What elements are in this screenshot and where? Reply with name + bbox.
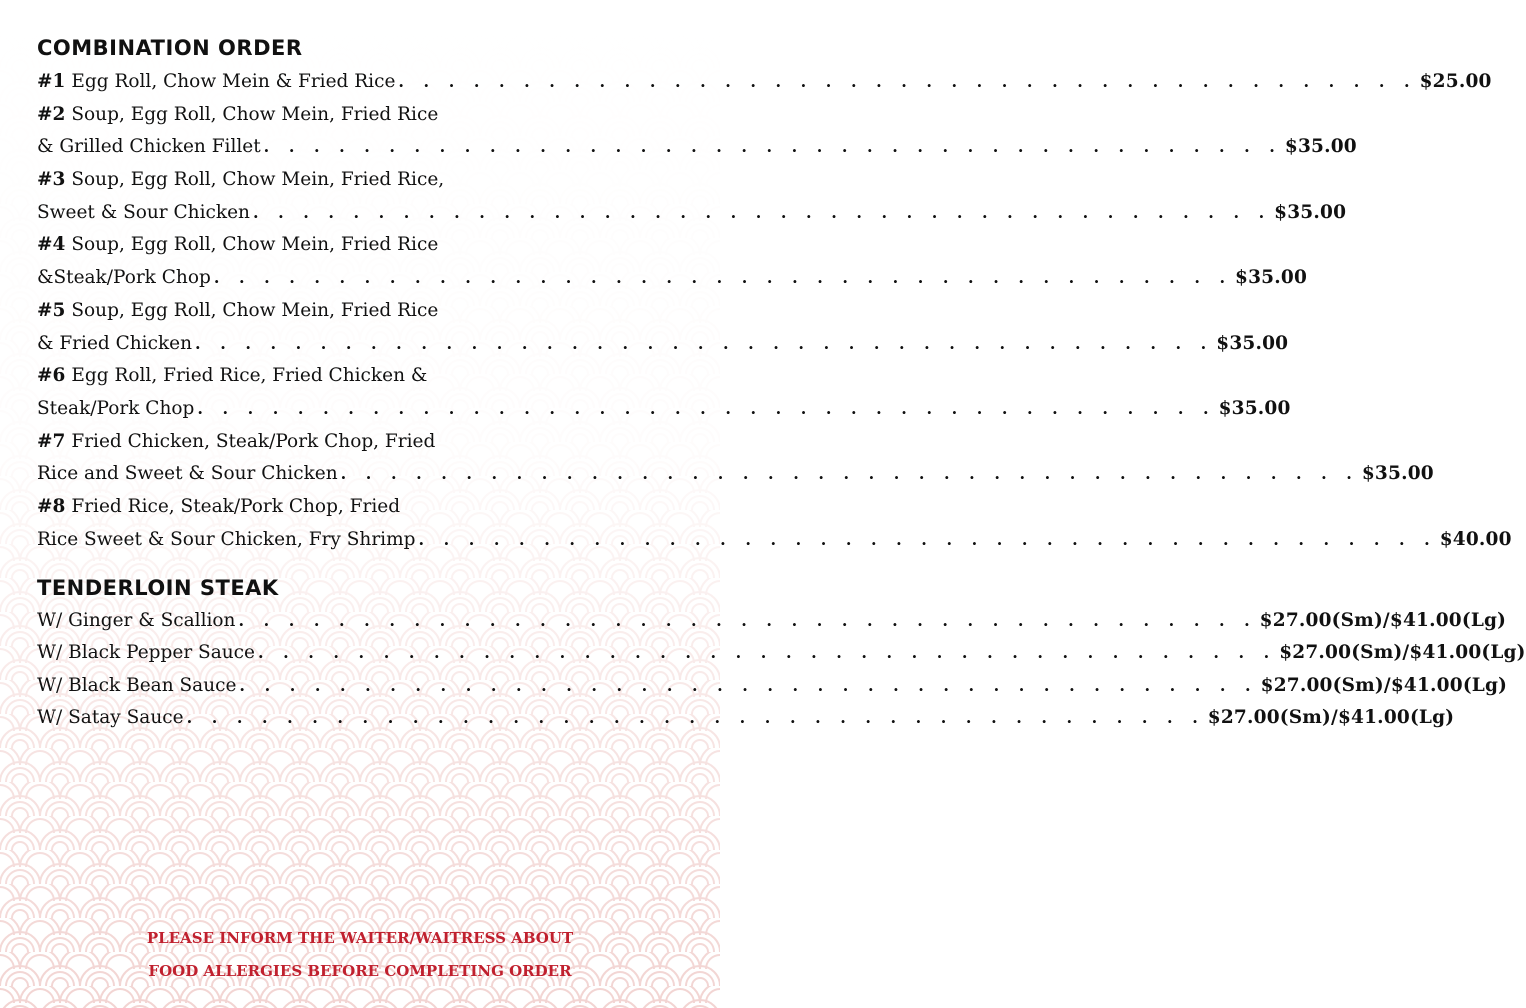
tenderloin-steak-title: TENDERLOIN STEAK [37,576,279,600]
item-description: Soup, Egg Roll, Chow Mein, Fried Rice [71,234,439,256]
menu-item-line [37,164,709,197]
item-price: $35.00 [1216,332,1289,354]
item-description: Steak/Pork Chop [37,397,195,419]
dot-leader: . . . . . . . . . . . . . . . . . . . . . . . . . . . . . . . . . . . . . . . . . [195,333,1214,353]
dot-leader: . . . . . . . . . . . . . . . . . . . . . . . . . . . . . . . . . . . . . . . . . [257,643,1277,663]
dot-leader: . . . . . . . . . . . . . . . . . . . . . . . . . . . . . . . . . . . . . . . . . [418,529,1437,549]
dot-leader: . . . . . . . . . . . . . . . . . . . . . . . . . . . . . . . . . . . . . . . . . [252,202,1272,222]
item-description: Sweet & Sour Chicken [37,201,250,223]
item-price: $27.00(Sm)/$41.00(Lg) [1259,610,1507,631]
item-number: #5 [37,299,66,321]
item-description: W/ Black Pepper Sauce [37,642,255,664]
menu-item-line [37,426,709,459]
tenderloin-steak-list [37,605,1526,734]
menu-item-line [37,229,709,262]
steak-item [37,702,1455,734]
item-description: W/ Black Bean Sauce [37,674,237,696]
dot-leader: . . . . . . . . . . . . . . . . . . . . . . . . . . . . . . . . . . . . . . . . . [238,611,1257,630]
allergy-notice-line-2: FOOD ALLERGIES BEFORE COMPLETING ORDER [148,962,572,980]
item-number: #6 [37,365,66,387]
menu-item-line [37,131,1357,164]
menu-item-line [37,262,1308,295]
item-description: &Steak/Pork Chop [37,267,211,289]
menu-item-line [37,295,709,328]
item-description: & Fried Chicken [37,332,193,354]
item-description: Rice Sweet & Sour Chicken, Fry Shrimp [37,528,416,550]
item-description: Fried Chicken, Steak/Pork Chop, Fried [71,430,436,452]
dot-leader: . . . . . . . . . . . . . . . . . . . . . . . . . . . . . . . . . . . . . . . . . [398,72,1417,91]
item-description: Egg Roll, Chow Mein & Fried Rice [71,71,396,92]
item-price: $27.00(Sm)/$41.00(Lg) [1279,642,1526,664]
combination-order-list [37,66,1512,556]
item-price: $25.00 [1419,71,1492,92]
dot-leader: . . . . . . . . . . . . . . . . . . . . . . . . . . . . . . . . . . . . . . . . . [186,707,1205,727]
item-number: #3 [37,169,66,191]
dot-leader: . . . . . . . . . . . . . . . . . . . . . . . . . . . . . . . . . . . . . . . . . [213,268,1233,288]
allergy-notice [0,922,720,988]
menu-item-line [37,99,709,132]
steak-item [37,605,1507,637]
menu-item-line [37,360,709,393]
menu-item-line [37,524,1512,557]
item-price: $35.00 [1235,267,1308,289]
item-number: #2 [37,103,66,125]
menu-item-line [37,458,1434,491]
item-price: $35.00 [1274,201,1347,223]
item-description: Soup, Egg Roll, Chow Mein, Fried Rice [71,299,439,321]
item-description: & Grilled Chicken Fillet [37,136,261,158]
menu-item-line [37,393,1291,426]
menu-item-line [37,197,1347,230]
menu-item-line [37,328,1289,361]
menu-item-line [37,491,709,524]
item-description: Soup, Egg Roll, Chow Mein, Fried Rice, [71,169,445,191]
item-price: $35.00 [1284,136,1357,158]
menu-item-line [37,66,1492,99]
steak-item [37,637,1526,669]
item-price: $35.00 [1361,463,1434,485]
item-description: Soup, Egg Roll, Chow Mein, Fried Rice [71,103,439,125]
item-number: #4 [37,234,66,256]
dot-leader: . . . . . . . . . . . . . . . . . . . . . . . . . . . . . . . . . . . . . . . . . [197,398,1216,418]
combination-order-title: COMBINATION ORDER [37,36,303,60]
item-description: W/ Ginger & Scallion [37,610,236,631]
allergy-notice-line-1: PLEASE INFORM THE WAITER/WAITRESS ABOUT [146,929,574,947]
item-number: #7 [37,430,66,452]
item-description: Egg Roll, Fried Rice, Fried Chicken & [71,365,428,387]
item-price: $35.00 [1218,397,1291,419]
dot-leader: . . . . . . . . . . . . . . . . . . . . . . . . . . . . . . . . . . . . . . . . . [263,137,1282,157]
item-price: $27.00(Sm)/$41.00(Lg) [1260,674,1508,696]
item-price: $40.00 [1439,528,1512,550]
item-description: W/ Satay Sauce [37,706,184,728]
item-number: #1 [37,71,66,92]
item-price: $27.00(Sm)/$41.00(Lg) [1207,706,1455,728]
steak-item [37,670,1508,702]
item-number: #8 [37,495,66,517]
item-description: Rice and Sweet & Sour Chicken [37,463,338,485]
item-description: Fried Rice, Steak/Pork Chop, Fried [71,495,401,517]
dot-leader: . . . . . . . . . . . . . . . . . . . . . . . . . . . . . . . . . . . . . . . . . [340,464,1359,484]
dot-leader: . . . . . . . . . . . . . . . . . . . . . . . . . . . . . . . . . . . . . . . . . [239,675,1258,695]
